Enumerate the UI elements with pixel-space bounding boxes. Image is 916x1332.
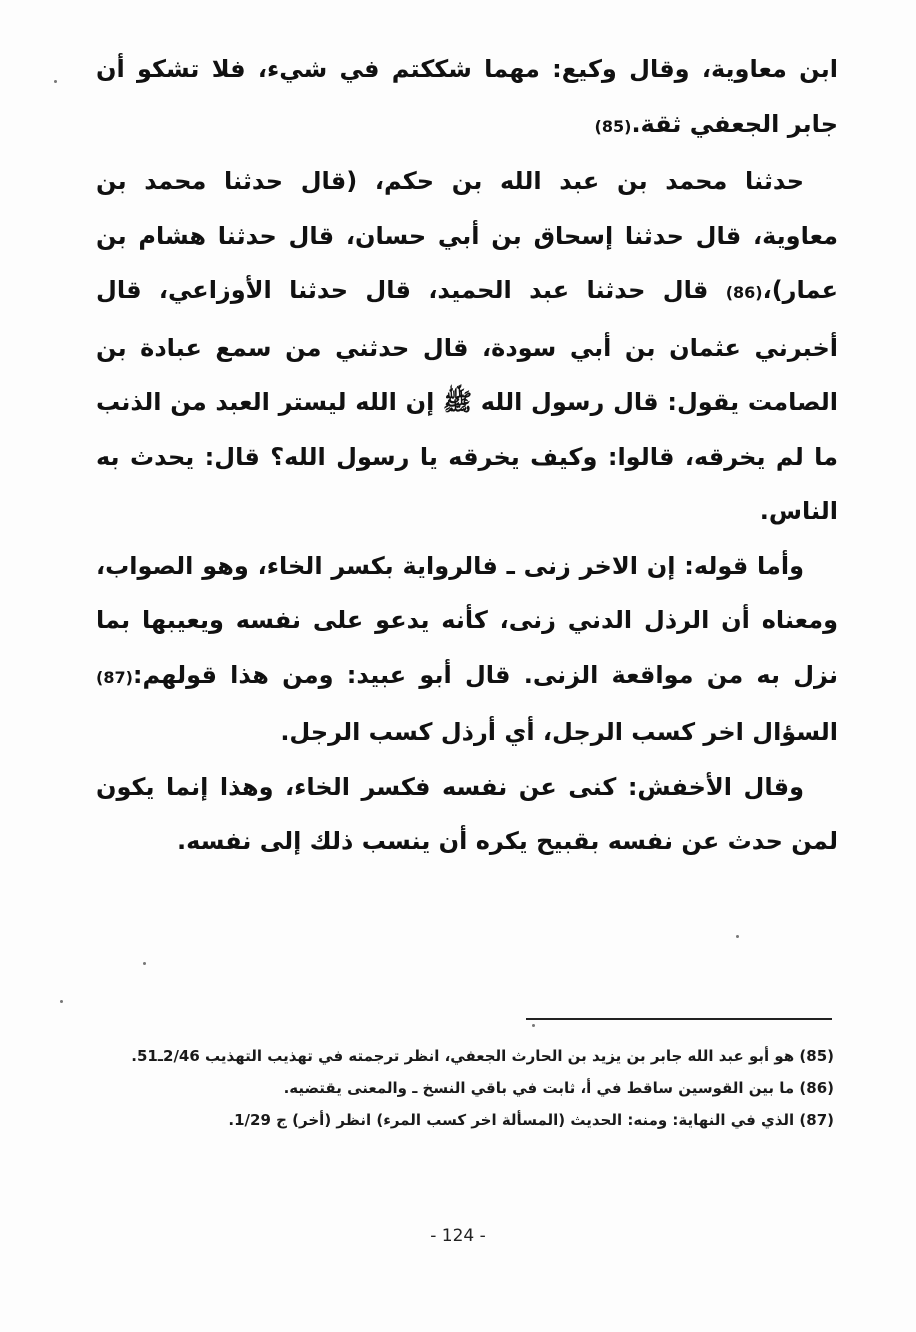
footnote-87: (87) الذي في النهاية: ومنه: الحديث (المسألة اخر كسب المرء) انظر (أخر) ج 1/29. xyxy=(228,1111,834,1129)
paragraph-4-text: وقال الأخفش: كنى عن نفسه فكسر الخاء، وهذا إنما يكون لمن حدث عن نفسه بقبيح يكره أن ينسب ذلك إلى نفسه. xyxy=(96,772,838,855)
footnote-85: (85) هو أبو عبد الله جابر بن يزيد بن الحارث الجعفي، انظر ترجمته في تهذيب التهذيب 2/46ـ51. xyxy=(131,1047,834,1065)
paragraph-2-text-b: قال حدثنا عبد الحميد، قال حدثنا الأوزاعي، قال أخبرني عثمان بن أبي سودة، قال حدثني من سمع عبادة بن الصامت يقول: قال رسول الله ﷺ إن الله ليستر العبد من الذنب ما لم يخرقه، قالوا: وكيف يخرقه يا رسول الله؟ قال: يحدث به الناس. xyxy=(96,276,838,525)
scan-speck xyxy=(532,1024,535,1027)
paragraph-3-text-b: السؤال اخر كسب الرجل، أي أرذل كسب الرجل. xyxy=(280,718,838,746)
footnotes xyxy=(100,1040,834,1136)
paragraph-3 xyxy=(96,539,838,760)
paragraph-2 xyxy=(96,154,838,539)
scan-speck xyxy=(143,962,146,965)
scan-speck xyxy=(54,80,57,83)
footnote-ref-86: (86) xyxy=(725,283,763,302)
paragraph-3-text-a: وأما قوله: إن الاخر زنى ـ فالرواية بكسر الخاء، وهو الصواب، ومعناه أن الرذل الدني زنى، كأنه يدعو على نفسه ويعيبها بما نزل به من مواقعة الزنى. قال أبو عبيد: ومن هذا قولهم: xyxy=(96,551,838,689)
page-number: - 124 - xyxy=(430,1226,486,1246)
footnote-86: (86) ما بين القوسين ساقط في أ، ثابت في باقي النسخ ـ والمعنى يقتضيه. xyxy=(283,1079,834,1097)
paragraph-1 xyxy=(96,42,838,154)
scan-speck xyxy=(736,935,739,938)
footnote-ref-85: (85) xyxy=(594,116,632,136)
footnote-ref-87: (87) xyxy=(96,667,133,687)
paragraph-4 xyxy=(96,760,838,869)
main-text xyxy=(96,42,838,869)
paragraph-2-text-a: حدثنا محمد بن عبد الله بن حكم، (قال حدثنا محمد بن معاوية، قال حدثنا إسحاق بن أبي حسان، قال حدثنا هشام بن عمار)، xyxy=(96,167,838,304)
paragraph-1-text: ابن معاوية، وقال وكيع: مهما شككتم في شيء، فلا تشكو أن جابر الجعفي ثقة. xyxy=(96,55,838,138)
footnote-separator xyxy=(526,1018,832,1020)
scan-speck xyxy=(60,1000,63,1003)
